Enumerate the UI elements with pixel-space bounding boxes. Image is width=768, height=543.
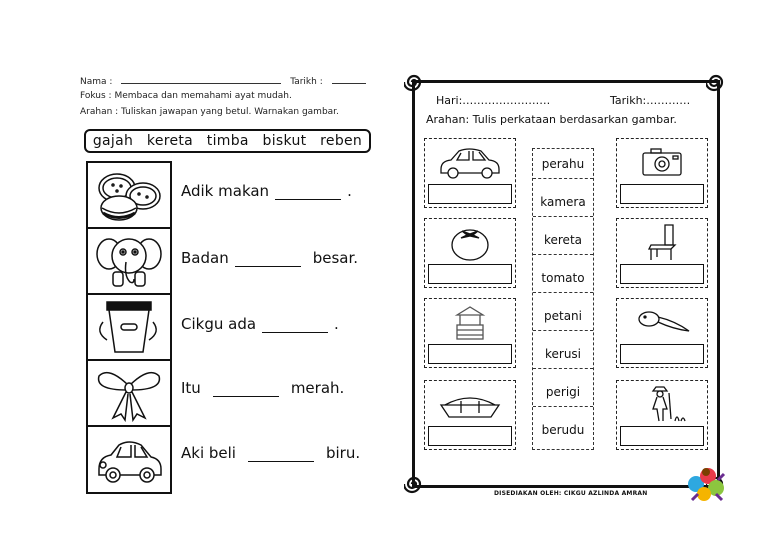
picture-column <box>86 161 172 494</box>
farmer-picture <box>627 385 697 423</box>
nama-blank <box>121 76 281 84</box>
answer-box[interactable] <box>620 264 704 284</box>
credit-footer: DISEDIAKAN OLEH: CIKGU AZLINDA AMRAN <box>494 490 648 497</box>
word-bank-item: kereta <box>146 133 194 149</box>
sentence-3 <box>181 315 339 333</box>
tarikh-label: Tarikh : <box>290 77 323 87</box>
sentence-text: Aki beli <box>181 444 236 462</box>
answer-box[interactable] <box>428 184 512 204</box>
word-item: kereta <box>533 225 593 255</box>
answer-blank[interactable] <box>248 448 314 462</box>
answer-box[interactable] <box>428 426 512 446</box>
word-bank-item: reben <box>320 133 363 149</box>
swirl-ornament-icon <box>404 474 424 494</box>
hari-line: Hari:…………………… <box>436 94 551 107</box>
right-worksheet <box>402 70 728 496</box>
word-bank-item: biskut <box>262 133 307 149</box>
chair-picture <box>627 223 697 261</box>
word-column <box>532 148 594 450</box>
answer-blank[interactable] <box>275 186 341 200</box>
sentence-2 <box>181 249 358 267</box>
sentence-1 <box>181 182 352 200</box>
arahan-line: Arahan: Tulis perkataan berdasarkan gambar. <box>426 113 677 126</box>
word-item: kerusi <box>533 339 593 369</box>
sentence-text: Itu <box>181 379 201 397</box>
elephant-picture <box>88 229 170 295</box>
word-item: perigi <box>533 377 593 407</box>
picture-card-car <box>424 138 516 208</box>
tarikh-line: Tarikh:………… <box>610 94 691 107</box>
picture-card-tomato <box>424 218 516 288</box>
nama-label: Nama : <box>80 77 113 87</box>
sentence-end: besar. <box>312 249 359 267</box>
answer-box[interactable] <box>428 344 512 364</box>
fokus-line: Fokus : Membaca dan memahami ayat mudah. <box>80 91 292 101</box>
sentence-end: . <box>334 315 339 333</box>
swirl-ornament-icon <box>404 72 424 92</box>
sentence-5 <box>181 444 360 462</box>
bucket-picture <box>88 295 170 361</box>
answer-box[interactable] <box>620 184 704 204</box>
well-picture <box>435 303 505 341</box>
picture-card-camera <box>616 138 708 208</box>
tadpole-picture <box>627 303 697 341</box>
car-picture <box>435 143 505 181</box>
word-bank-item: gajah <box>92 133 134 149</box>
answer-box[interactable] <box>620 344 704 364</box>
word-item: tomato <box>533 263 593 293</box>
left-worksheet <box>66 64 384 500</box>
biscuits-picture <box>88 163 170 229</box>
picture-card-farmer <box>616 380 708 450</box>
word-item: petani <box>533 301 593 331</box>
sentence-end: merah. <box>290 379 345 397</box>
answer-box[interactable] <box>428 264 512 284</box>
tarikh-blank <box>332 76 366 84</box>
sentence-text: Adik makan <box>181 182 270 200</box>
answer-box[interactable] <box>620 426 704 446</box>
word-bank <box>84 129 371 153</box>
word-item: kamera <box>533 187 593 217</box>
sentence-text: Badan <box>181 249 229 267</box>
sentence-text: Cikgu ada <box>181 315 257 333</box>
answer-blank[interactable] <box>262 319 328 333</box>
word-item: perahu <box>533 149 593 179</box>
word-bank-item: timba <box>206 133 249 149</box>
sentence-end: . <box>347 182 352 200</box>
camera-picture <box>627 143 697 181</box>
answer-blank[interactable] <box>235 253 301 267</box>
nama-line <box>80 76 366 87</box>
picture-card-boat <box>424 380 516 450</box>
paint-splash-logo-icon <box>684 462 730 506</box>
picture-card-well <box>424 298 516 368</box>
boat-picture <box>435 385 505 423</box>
sentence-end: biru. <box>325 444 361 462</box>
picture-card-tadpole <box>616 298 708 368</box>
swirl-ornament-icon <box>706 72 726 92</box>
sentence-4 <box>181 379 344 397</box>
picture-card-chair <box>616 218 708 288</box>
answer-blank[interactable] <box>213 383 279 397</box>
word-item: berudu <box>541 423 585 437</box>
arahan-line: Arahan : Tuliskan jawapan yang betul. Warnakan gambar. <box>80 107 339 117</box>
car-picture <box>88 427 170 493</box>
ribbon-picture <box>88 361 170 427</box>
tomato-picture <box>435 223 505 261</box>
